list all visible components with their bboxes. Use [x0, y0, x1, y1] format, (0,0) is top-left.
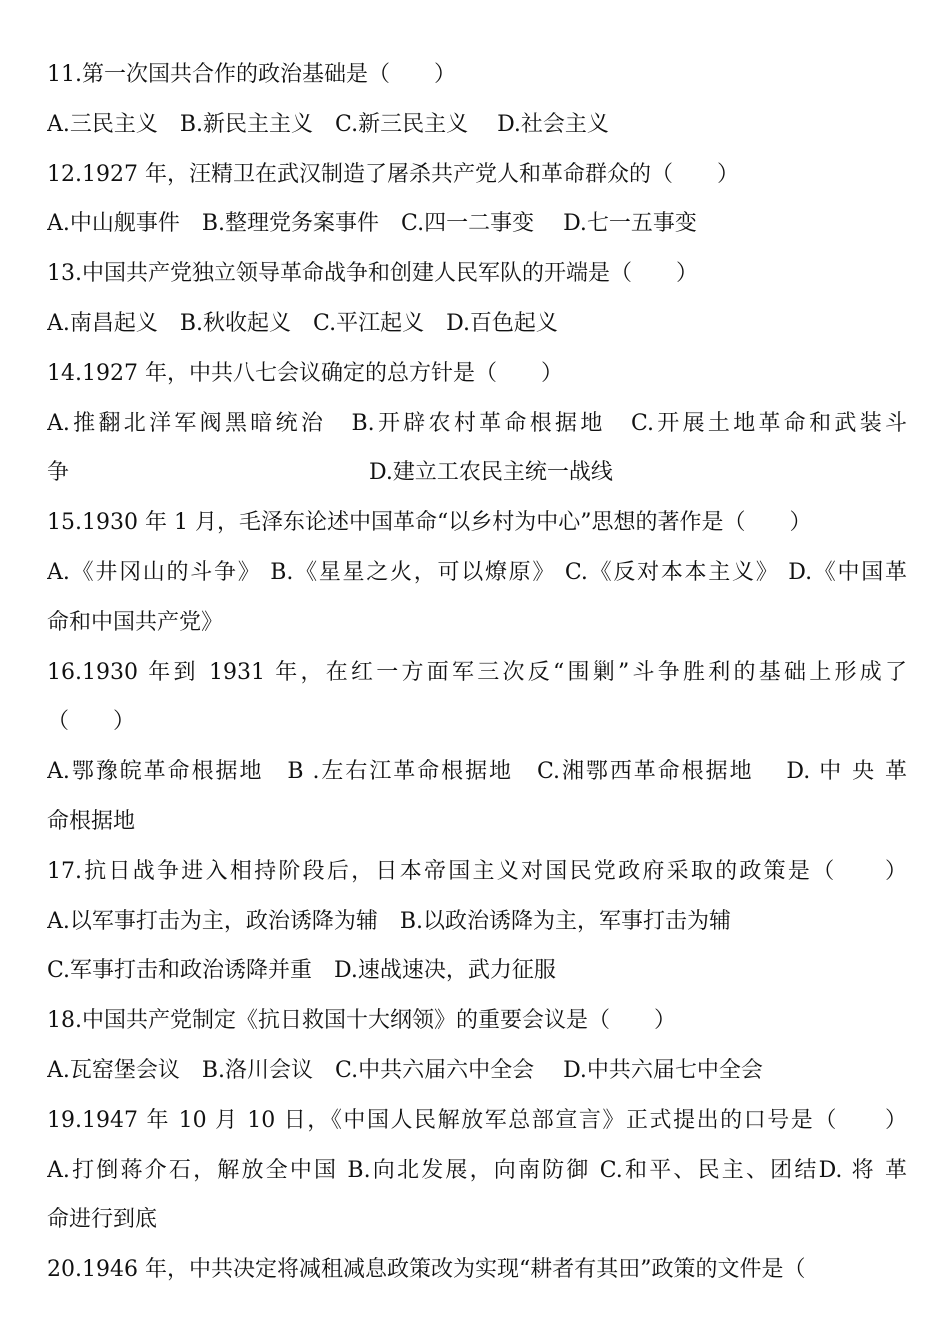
- question-19: 19.1947 年 10 月 10 日，《中国人民解放军总部宣言》正式提出的口号是（ ）: [47, 1107, 907, 1133]
- question-20: 20.1946 年，中共决定将减租减息政策改为实现“耕者有其田”政策的文件是（: [47, 1257, 806, 1283]
- question-11: 11.第一次国共合作的政治基础是（ ）: [47, 62, 456, 87]
- question-18: 18.中国共产党制定《抗日救国十大纲领》的重要会议是（ ）: [47, 1008, 676, 1034]
- question-12: 12.1927 年，汪精卫在武汉制造了屠杀共产党人和革命群众的（ ）: [47, 161, 739, 187]
- options-16-line-1: A.鄂豫皖革命根据地 B .左右江革命根据地 C.湘鄂西革命根据地 D. 中 央 革: [47, 759, 907, 785]
- question-13: 13.中国共产党独立领导革命战争和创建人民军队的开端是（ ）: [47, 261, 698, 287]
- options-12: A.中山舰事件 B.整理党务案事件 C.四一二事变 D.七一五事变: [47, 211, 697, 237]
- options-13: A.南昌起义 B.秋收起义 C.平江起义 D.百色起义: [47, 310, 558, 336]
- options-17-line-1: A.以军事打击为主，政治诱降为辅 B.以政治诱降为主，军事打击为辅: [47, 908, 732, 934]
- options-14-wrap: 争: [47, 460, 70, 486]
- options-14-line-1: A.推翻北洋军阀黑暗统治 B.开辟农村革命根据地 C.开展土地革命和武装斗: [47, 410, 907, 436]
- exam-page: [47, 50, 907, 1295]
- option-14-d: D.建立工农民主统一战线: [369, 460, 613, 486]
- question-14: 14.1927 年，中共八七会议确定的总方针是（ ）: [47, 360, 563, 386]
- options-19-line-1: A.打倒蒋介石，解放全中国 B.向北发展，向南防御 C.和平、民主、团结D. 将 革: [47, 1157, 907, 1183]
- options-11: A.三民主义 B.新民主主义 C.新三民主义 D.社会主义: [47, 111, 609, 137]
- options-18: A.瓦窑堡会议 B.洛川会议 C.中共六届六中全会 D.中共六届七中全会: [47, 1057, 763, 1083]
- options-16-line-2: 命根据地: [47, 808, 136, 834]
- options-14-line-2: [47, 448, 907, 498]
- question-15: 15.1930 年 1 月，毛泽东论述中国革命“以乡村为中心”思想的著作是（ ）: [47, 510, 812, 536]
- question-16-line-2: （ ）: [47, 709, 136, 735]
- options-17-line-2: C.军事打击和政治诱降并重 D.速战速决，武力征服: [47, 958, 556, 984]
- options-19-line-2: 命进行到底: [47, 1207, 158, 1233]
- options-15-line-2: 命和中国共产党》: [47, 609, 224, 635]
- question-16-line-1: 16.1930 年到 1931 年，在红一方面军三次反“围剿”斗争胜利的基础上形成了: [47, 659, 907, 685]
- options-15-line-1: A.《井冈山的斗争》 B.《星星之火，可以燎原》 C.《反对本本主义》 D.《中国革: [47, 559, 907, 585]
- question-17: 17.抗日战争进入相持阶段后，日本帝国主义对国民党政府采取的政策是（ ）: [47, 858, 907, 884]
